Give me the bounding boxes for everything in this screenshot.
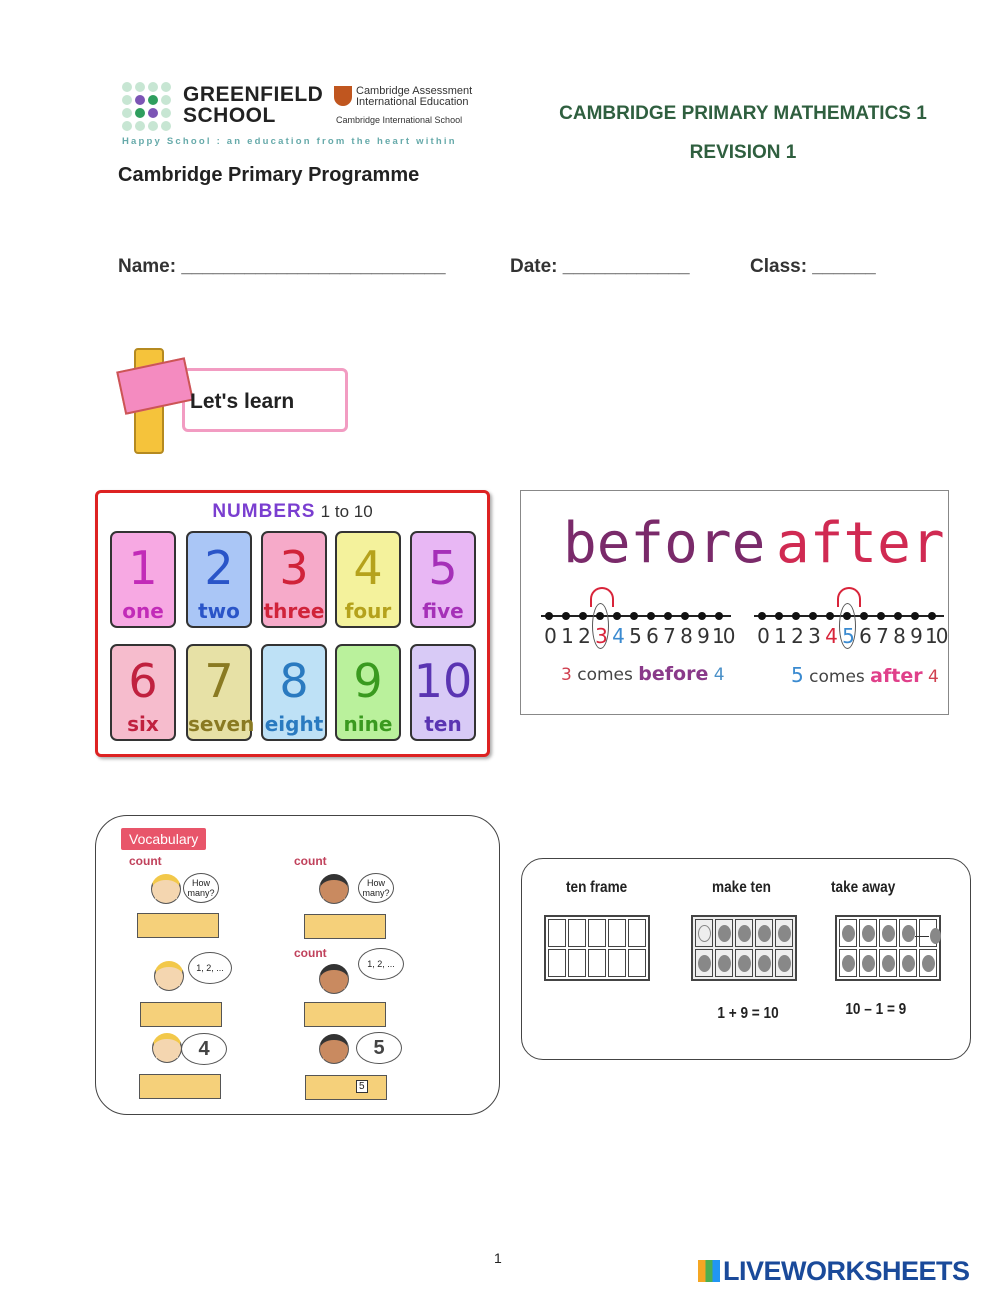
tick-dot — [579, 612, 587, 620]
boy-illustration — [151, 874, 181, 904]
number-card: 5 — [356, 1080, 368, 1093]
counter — [922, 955, 935, 972]
numeral: 7 — [204, 654, 234, 708]
count-label: count — [294, 946, 327, 960]
cambridge-school: Cambridge International School — [336, 115, 463, 125]
frame-cell — [919, 949, 937, 977]
number-card-two — [186, 531, 252, 628]
make-ten-frame — [691, 915, 797, 981]
tick-label: 5 — [842, 624, 855, 648]
tick-label: 2 — [578, 624, 591, 648]
number-line-labels — [542, 624, 734, 648]
numeral: 8 — [279, 654, 309, 708]
tick-label: 4 — [612, 624, 625, 648]
girl-illustration — [319, 1034, 349, 1064]
number-card-ten — [410, 644, 476, 741]
after-title: after — [776, 511, 945, 576]
tick-dot — [792, 612, 800, 620]
take-away-label: take away — [831, 879, 896, 896]
liveworksheets-logo[interactable] — [698, 1256, 970, 1287]
girl-illustration — [319, 874, 349, 904]
frame-cell — [879, 949, 897, 977]
tick-dot — [826, 612, 834, 620]
numbers-range: 1 to 10 — [320, 502, 373, 521]
frame-cell — [715, 949, 733, 977]
boy-illustration — [154, 961, 184, 991]
tick-dot — [681, 612, 689, 620]
frame-cell — [695, 919, 713, 947]
worksheet-title: CAMBRIDGE PRIMARY MATHEMATICS 1 — [559, 103, 927, 124]
counter — [758, 955, 771, 972]
frame-cell — [859, 919, 877, 947]
tick-label: 3 — [595, 624, 608, 648]
tick-label: 8 — [893, 624, 906, 648]
frame-cell — [899, 919, 917, 947]
highlight-circle — [592, 603, 609, 649]
speech-bubble: 4 — [181, 1033, 227, 1065]
before-title: before — [563, 511, 766, 576]
boy-illustration — [152, 1033, 182, 1063]
tick-label: 5 — [629, 624, 642, 648]
number-word: two — [198, 599, 240, 623]
class-field[interactable]: Class: ______ — [750, 256, 876, 277]
frame-cell — [548, 919, 566, 947]
tick-dot — [894, 612, 902, 620]
tick-dot — [928, 612, 936, 620]
frame-cell — [588, 949, 606, 977]
counter — [882, 955, 895, 972]
numbers-title — [98, 501, 487, 523]
tick-label: 6 — [646, 624, 659, 648]
numeral: 10 — [413, 654, 473, 708]
frame-cell — [735, 919, 753, 947]
numeral: 6 — [128, 654, 158, 708]
speech-bubble: 1, 2, ... — [188, 952, 232, 984]
cambridge-assessment — [356, 86, 472, 108]
tick-dot — [775, 612, 783, 620]
frame-cell — [839, 919, 857, 947]
take-away-equation: 10 – 1 = 9 — [845, 1001, 907, 1018]
school-logo-dots — [122, 82, 171, 131]
tick-label: 0 — [757, 624, 770, 648]
ten-frame-label: ten frame — [566, 879, 628, 896]
brand-text: LIVEWORKSHEETS — [723, 1256, 970, 1286]
tick-dot — [613, 612, 621, 620]
desk-illustration — [304, 914, 386, 939]
school-name-line2: SCHOOL — [183, 104, 276, 127]
make-ten-equation: 1 + 9 = 10 — [717, 1005, 779, 1022]
tick-label: 8 — [680, 624, 693, 648]
make-ten-label: make ten — [712, 879, 771, 896]
tick-dot — [630, 612, 638, 620]
lets-learn-label: Let's learn — [190, 390, 295, 413]
number-word: three — [263, 599, 325, 623]
tick-label: 4 — [825, 624, 838, 648]
cambridge-line2: International Education — [356, 96, 469, 108]
vocabulary-tag: Vocabulary — [121, 828, 206, 850]
number-card-nine — [335, 644, 401, 741]
frame-cell — [755, 949, 773, 977]
number-card-eight — [261, 644, 327, 741]
tick-dot — [698, 612, 706, 620]
tick-label: 7 — [876, 624, 889, 648]
speech-bubble: How many? — [358, 873, 394, 903]
numeral: 3 — [279, 541, 309, 595]
frame-cell — [879, 919, 897, 947]
counter — [882, 925, 895, 942]
number-card-four — [335, 531, 401, 628]
numeral: 4 — [353, 541, 383, 595]
numeral: 9 — [353, 654, 383, 708]
tick-dot — [758, 612, 766, 620]
frame-cell — [588, 919, 606, 947]
tick-label: 9 — [910, 624, 923, 648]
tick-label: 3 — [808, 624, 821, 648]
number-line — [541, 615, 731, 617]
empty-ten-frame — [544, 915, 650, 981]
arrow-icon — [590, 587, 614, 607]
desk-illustration — [140, 1002, 222, 1027]
counter — [758, 925, 771, 942]
number-word: six — [127, 712, 159, 736]
number-word: four — [344, 599, 392, 623]
frame-cell — [735, 949, 753, 977]
name-field[interactable]: Name: _________________________ — [118, 256, 446, 277]
before-after-chart — [520, 490, 949, 715]
numbers-chart — [95, 490, 490, 757]
frame-cell — [839, 949, 857, 977]
removed-counter — [930, 928, 941, 944]
tick-dot — [664, 612, 672, 620]
number-card-one — [110, 531, 176, 628]
frame-cell — [608, 919, 626, 947]
number-card-five — [410, 531, 476, 628]
page-number: 1 — [494, 1250, 502, 1266]
tick-dot — [647, 612, 655, 620]
number-word: nine — [343, 712, 393, 736]
desk-illustration — [304, 1002, 386, 1027]
numeral: 1 — [128, 541, 158, 595]
frame-cell — [715, 919, 733, 947]
tick-label: 7 — [663, 624, 676, 648]
after-sentence: 5 comes after 4 — [791, 663, 939, 687]
speech-bubble: 1, 2, ... — [358, 948, 404, 980]
lets-learn-banner — [120, 340, 352, 460]
frame-cell — [775, 949, 793, 977]
counter — [698, 925, 711, 942]
tick-dot — [860, 612, 868, 620]
numeral: 2 — [204, 541, 234, 595]
number-word: five — [422, 599, 464, 623]
frame-cell — [859, 949, 877, 977]
worksheet-subtitle: REVISION 1 — [689, 142, 797, 163]
school-name-line1: GREENFIELD — [183, 83, 324, 106]
school-tagline: Happy School : an education from the heart within — [122, 136, 457, 147]
tick-dot — [715, 612, 723, 620]
cambridge-shield-icon — [334, 86, 352, 106]
counter — [902, 925, 915, 942]
counter — [778, 925, 791, 942]
counter — [842, 955, 855, 972]
cambridge-line1: Cambridge Assessment — [356, 85, 473, 97]
tick-dot — [877, 612, 885, 620]
tick-dot — [545, 612, 553, 620]
frame-cell — [899, 949, 917, 977]
girl-illustration — [319, 964, 349, 994]
tick-label: 10 — [925, 624, 947, 648]
count-label: count — [129, 854, 162, 868]
arrow-icon — [915, 936, 929, 937]
tick-label: 0 — [544, 624, 557, 648]
counter — [738, 955, 751, 972]
tick-label: 1 — [561, 624, 574, 648]
counter — [778, 955, 791, 972]
frame-cell — [628, 919, 646, 947]
desk-illustration — [139, 1074, 221, 1099]
frame-cell — [608, 949, 626, 977]
number-card-three — [261, 531, 327, 628]
frame-cell — [568, 949, 586, 977]
frame-cell — [755, 919, 773, 947]
ten-frame-panel — [521, 858, 971, 1060]
arrow-icon — [837, 587, 861, 607]
frame-cell — [695, 949, 713, 977]
desk-illustration — [137, 913, 219, 938]
desk-illustration — [305, 1075, 387, 1100]
tick-dot — [809, 612, 817, 620]
tick-dot — [562, 612, 570, 620]
vocabulary-panel — [95, 815, 500, 1115]
tick-label: 6 — [859, 624, 872, 648]
tick-dot — [911, 612, 919, 620]
number-card-seven — [186, 644, 255, 741]
tick-label: 9 — [697, 624, 710, 648]
programme-title: Cambridge Primary Programme — [118, 164, 420, 186]
counter — [718, 955, 731, 972]
before-sentence: 3 comes before 4 — [561, 663, 725, 685]
school-name — [183, 84, 323, 126]
count-label: count — [294, 854, 327, 868]
number-card-six — [110, 644, 176, 741]
frame-cell — [548, 949, 566, 977]
speech-bubble: How many? — [183, 873, 219, 903]
number-word: eight — [264, 712, 324, 736]
frame-cell — [775, 919, 793, 947]
number-word: ten — [424, 712, 462, 736]
tick-label: 1 — [774, 624, 787, 648]
counter — [902, 955, 915, 972]
frame-cell — [628, 949, 646, 977]
counter — [718, 925, 731, 942]
take-away-frame — [835, 915, 941, 981]
tick-label: 2 — [791, 624, 804, 648]
counter — [698, 955, 711, 972]
numbers-word: NUMBERS — [212, 501, 316, 522]
numeral: 5 — [428, 541, 458, 595]
counter — [862, 955, 875, 972]
highlight-circle — [839, 603, 856, 649]
frame-cell — [568, 919, 586, 947]
tick-label: 10 — [712, 624, 734, 648]
number-word: one — [122, 599, 164, 623]
counter — [842, 925, 855, 942]
liveworksheets-icon — [698, 1260, 720, 1282]
counter — [738, 925, 751, 942]
counter — [862, 925, 875, 942]
number-word: seven — [188, 712, 255, 736]
date-field[interactable]: Date: ____________ — [510, 256, 690, 277]
speech-bubble: 5 — [356, 1032, 402, 1064]
